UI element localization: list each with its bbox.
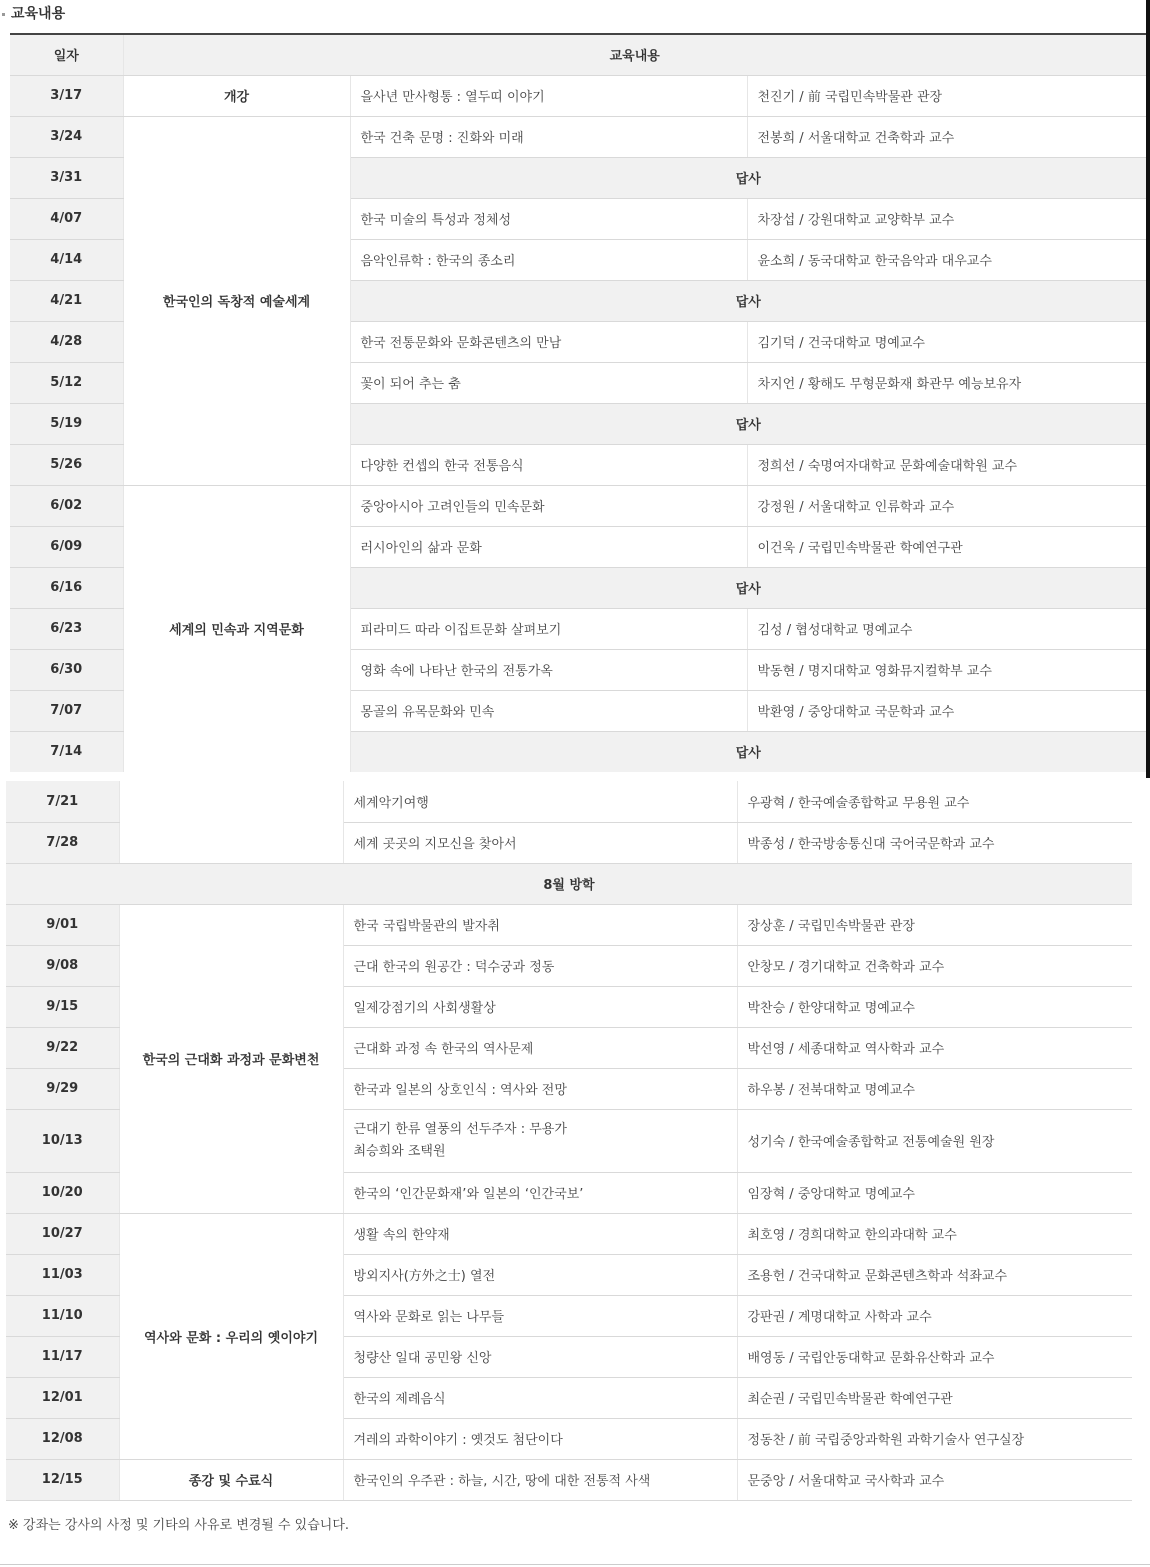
row-topic: 세계악기여행 bbox=[343, 781, 737, 822]
table-row bbox=[6, 1459, 1132, 1500]
row-topic: 중앙아시아 고려인들의 민속문화 bbox=[350, 485, 747, 526]
row-lecturer: 강정원 / 서울대학교 인류학과 교수 bbox=[747, 485, 1146, 526]
row-date: 9/01 bbox=[6, 904, 119, 945]
row-topic bbox=[343, 1109, 737, 1172]
table-row bbox=[10, 485, 1146, 526]
row-lecturer: 전봉희 / 서울대학교 건축학과 교수 bbox=[747, 116, 1146, 157]
row-lecturer: 우광혁 / 한국예술종합학교 무용원 교수 bbox=[737, 781, 1132, 822]
row-lecturer: 박환영 / 중앙대학교 국문학과 교수 bbox=[747, 690, 1146, 731]
row-lecturer: 문중앙 / 서울대학교 국사학과 교수 bbox=[737, 1459, 1132, 1500]
row-lecturer: 천진기 / 前 국립민속박물관 관장 bbox=[747, 75, 1146, 116]
row-lecturer: 박종성 / 한국방송통신대 국어국문학과 교수 bbox=[737, 822, 1132, 863]
row-lecturer: 최호영 / 경희대학교 한의과대학 교수 bbox=[737, 1213, 1132, 1254]
row-date: 6/09 bbox=[10, 526, 123, 567]
field-trip-cell: 답사 bbox=[350, 280, 1146, 321]
row-date: 11/17 bbox=[6, 1336, 119, 1377]
category-cell: 한국의 근대화 과정과 문화변천 bbox=[119, 904, 343, 1213]
row-topic: 겨레의 과학이야기 : 옛것도 첨단이다 bbox=[343, 1418, 737, 1459]
row-lecturer: 하우봉 / 전북대학교 명예교수 bbox=[737, 1068, 1132, 1109]
row-topic: 한국과 일본의 상호인식 : 역사와 전망 bbox=[343, 1068, 737, 1109]
row-topic: 생활 속의 한약재 bbox=[343, 1213, 737, 1254]
topic-line-1: 근대기 한류 열풍의 선두주자 : 무용가 bbox=[353, 1121, 567, 1137]
topic-line-2: 최승희와 조택원 bbox=[353, 1143, 446, 1159]
category-cell-continued bbox=[119, 781, 343, 863]
row-lecturer: 김성 / 협성대학교 명예교수 bbox=[747, 608, 1146, 649]
row-date: 4/28 bbox=[10, 321, 123, 362]
row-topic: 몽골의 유목문화와 민속 bbox=[350, 690, 747, 731]
row-date: 7/07 bbox=[10, 690, 123, 731]
table-row bbox=[6, 904, 1132, 945]
row-date: 3/31 bbox=[10, 157, 123, 198]
row-date: 12/08 bbox=[6, 1418, 119, 1459]
category-cell: 종강 및 수료식 bbox=[119, 1459, 343, 1500]
field-trip-cell: 답사 bbox=[350, 567, 1146, 608]
row-lecturer: 박선영 / 세종대학교 역사학과 교수 bbox=[737, 1027, 1132, 1068]
row-date: 12/15 bbox=[6, 1459, 119, 1500]
row-lecturer: 이건욱 / 국립민속박물관 학예연구관 bbox=[747, 526, 1146, 567]
row-lecturer: 정동찬 / 前 국립중앙과학원 과학기술사 연구실장 bbox=[737, 1418, 1132, 1459]
row-lecturer: 윤소희 / 동국대학교 한국음악과 대우교수 bbox=[747, 239, 1146, 280]
row-date: 7/21 bbox=[6, 781, 119, 822]
field-trip-cell: 답사 bbox=[350, 157, 1146, 198]
row-date: 7/28 bbox=[6, 822, 119, 863]
row-lecturer: 박동현 / 명지대학교 영화뮤지컬학부 교수 bbox=[747, 649, 1146, 690]
row-date: 6/16 bbox=[10, 567, 123, 608]
row-date: 4/21 bbox=[10, 280, 123, 321]
field-trip-cell: 답사 bbox=[350, 731, 1146, 772]
header-date: 일자 bbox=[10, 34, 123, 75]
row-lecturer: 안창모 / 경기대학교 건축학과 교수 bbox=[737, 945, 1132, 986]
table-header-row bbox=[10, 34, 1146, 75]
row-lecturer: 강판권 / 계명대학교 사학과 교수 bbox=[737, 1295, 1132, 1336]
divider bbox=[0, 1564, 1150, 1565]
row-lecturer: 박찬승 / 한양대학교 명예교수 bbox=[737, 986, 1132, 1027]
row-topic: 다양한 컨셉의 한국 전통음식 bbox=[350, 444, 747, 485]
row-date: 3/17 bbox=[10, 75, 123, 116]
row-topic: 한국 미술의 특성과 정체성 bbox=[350, 198, 747, 239]
table-row bbox=[6, 1213, 1132, 1254]
row-lecturer: 최순권 / 국립민속박물관 학예연구관 bbox=[737, 1377, 1132, 1418]
section-title: 교육내용 bbox=[0, 0, 65, 30]
row-lecturer: 임장혁 / 중앙대학교 명예교수 bbox=[737, 1172, 1132, 1213]
row-topic: 한국 전통문화와 문화콘텐츠의 만남 bbox=[350, 321, 747, 362]
row-topic: 러시아인의 삶과 문화 bbox=[350, 526, 747, 567]
row-topic: 음악인류학 : 한국의 종소리 bbox=[350, 239, 747, 280]
row-date: 3/24 bbox=[10, 116, 123, 157]
row-topic: 세계 곳곳의 지모신을 찾아서 bbox=[343, 822, 737, 863]
row-date: 6/30 bbox=[10, 649, 123, 690]
row-topic: 한국인의 우주관 : 하늘, 시간, 땅에 대한 전통적 사색 bbox=[343, 1459, 737, 1500]
row-date: 9/08 bbox=[6, 945, 119, 986]
row-date: 9/22 bbox=[6, 1027, 119, 1068]
row-topic: 역사와 문화로 읽는 나무들 bbox=[343, 1295, 737, 1336]
row-date: 11/10 bbox=[6, 1295, 119, 1336]
bullet-icon bbox=[2, 13, 5, 16]
table-row bbox=[10, 116, 1146, 157]
category-cell: 한국인의 독창적 예술세계 bbox=[123, 116, 350, 485]
schedule-table-part2 bbox=[6, 781, 1132, 1501]
row-date: 10/27 bbox=[6, 1213, 119, 1254]
row-lecturer: 김기덕 / 건국대학교 명예교수 bbox=[747, 321, 1146, 362]
row-lecturer: 장상훈 / 국립민속박물관 관장 bbox=[737, 904, 1132, 945]
row-date: 7/14 bbox=[10, 731, 123, 772]
row-lecturer: 정희선 / 숙명여자대학교 문화예술대학원 교수 bbox=[747, 444, 1146, 485]
row-lecturer: 성기숙 / 한국예술종합학교 전통예술원 원장 bbox=[737, 1109, 1132, 1172]
row-lecturer: 배영동 / 국립안동대학교 문화유산학과 교수 bbox=[737, 1336, 1132, 1377]
row-topic: 청량산 일대 공민왕 신앙 bbox=[343, 1336, 737, 1377]
break-row bbox=[6, 863, 1132, 904]
row-topic: 피라미드 따라 이집트문화 살펴보기 bbox=[350, 608, 747, 649]
row-topic: 방외지사(方外之士) 열전 bbox=[343, 1254, 737, 1295]
row-date: 9/15 bbox=[6, 986, 119, 1027]
scrollbar-edge bbox=[1146, 0, 1150, 778]
row-topic: 일제강점기의 사회생활상 bbox=[343, 986, 737, 1027]
table-row bbox=[10, 75, 1146, 116]
row-topic: 근대 한국의 원공간 : 덕수궁과 정동 bbox=[343, 945, 737, 986]
row-topic: 한국의 ‘인간문화재’와 일본의 ‘인간국보’ bbox=[343, 1172, 737, 1213]
row-date: 10/20 bbox=[6, 1172, 119, 1213]
table-row bbox=[6, 781, 1132, 822]
row-date: 6/23 bbox=[10, 608, 123, 649]
field-trip-cell: 답사 bbox=[350, 403, 1146, 444]
category-cell: 세계의 민속과 지역문화 bbox=[123, 485, 350, 772]
row-date: 4/14 bbox=[10, 239, 123, 280]
row-lecturer: 차지언 / 황해도 무형문화재 화관무 예능보유자 bbox=[747, 362, 1146, 403]
row-topic: 영화 속에 나타난 한국의 전통가옥 bbox=[350, 649, 747, 690]
summer-break-cell: 8월 방학 bbox=[6, 863, 1132, 904]
row-date: 5/19 bbox=[10, 403, 123, 444]
row-date: 5/12 bbox=[10, 362, 123, 403]
row-date: 5/26 bbox=[10, 444, 123, 485]
row-date: 9/29 bbox=[6, 1068, 119, 1109]
row-topic: 꽃이 되어 추는 춤 bbox=[350, 362, 747, 403]
row-topic: 근대화 과정 속 한국의 역사문제 bbox=[343, 1027, 737, 1068]
category-cell: 역사와 문화 : 우리의 옛이야기 bbox=[119, 1213, 343, 1459]
schedule-table-part1 bbox=[10, 33, 1146, 772]
row-date: 4/07 bbox=[10, 198, 123, 239]
row-date: 11/03 bbox=[6, 1254, 119, 1295]
row-lecturer: 차장섭 / 강원대학교 교양학부 교수 bbox=[747, 198, 1146, 239]
row-date: 12/01 bbox=[6, 1377, 119, 1418]
row-topic: 한국의 제례음식 bbox=[343, 1377, 737, 1418]
row-topic: 을사년 만사형통 : 열두띠 이야기 bbox=[350, 75, 747, 116]
row-date: 10/13 bbox=[6, 1109, 119, 1172]
category-cell: 개강 bbox=[123, 75, 350, 116]
row-lecturer: 조용헌 / 건국대학교 문화콘텐츠학과 석좌교수 bbox=[737, 1254, 1132, 1295]
row-topic: 한국 국립박물관의 발자취 bbox=[343, 904, 737, 945]
row-topic: 한국 건축 문명 : 진화와 미래 bbox=[350, 116, 747, 157]
row-date: 6/02 bbox=[10, 485, 123, 526]
header-content: 교육내용 bbox=[123, 34, 1146, 75]
footnote: ※ 강좌는 강사의 사정 및 기타의 사유로 변경될 수 있습니다. bbox=[8, 1518, 350, 1533]
